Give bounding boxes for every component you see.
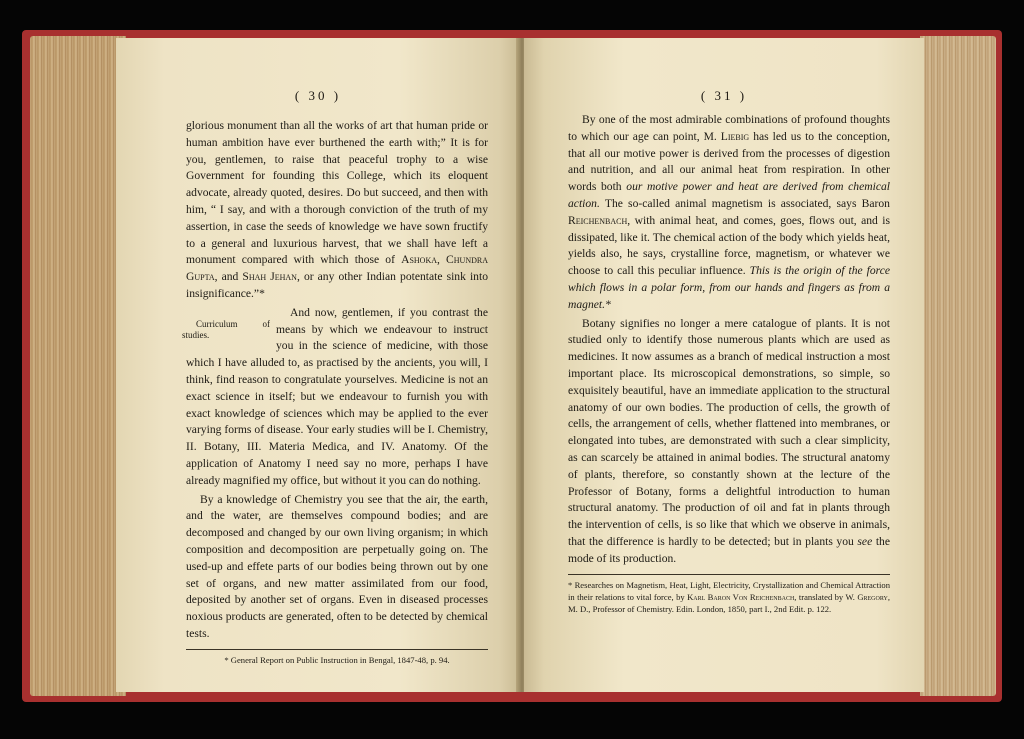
right-p2-a: Botany signifies no longer a mere catalogue of plants. It is not studied only to identify those numerous plants which are used as medicines. It now assumes as a branch of medical instruction a most important place. Its microscopical demonstrations, so simple, so exquisitely beautiful, have an immediate application to the structural anatomy of our own bodies. The production of cells, the growth of cells, the arrangement of cells, whether flattened into membranes, or elongated into tubes, are demonstrated with such a clear simplicity, as can scarcely be attained in animal bodies. The structural anatomy of plants, therefore, so constantly shown at the lecture of the Professor of Botany, forms a delightful introduction to human structural anatomy. The production of oil and fat in plants through the intervention of cells, is so like that which we observe in animals, that the difference is hardly to be detected; but in plants you	[568, 316, 890, 548]
left-p1-end: or any other Indian potentate sink into insignificance.”*	[186, 270, 488, 300]
right-p2-see: see	[857, 534, 873, 548]
footnote-right	[568, 579, 890, 615]
footnote-name-gregory: Gregory	[857, 591, 888, 602]
name-shah-jehan: Shah Jehan	[242, 270, 297, 284]
name-liebig: Liebig	[720, 129, 750, 143]
right-page	[524, 38, 924, 692]
page-number-right: ( 31 )	[700, 88, 748, 103]
page-number-left: ( 30 )	[294, 88, 342, 103]
right-p1-b: has led us to the conception, that all our motive power is derived from the processes of digestion and nutrition, and all our animal heat from respiration. In other words both	[568, 129, 890, 194]
left-paragraph-1: glorious monument than all the works of art that human pride or human ambition have ever burthened the earth with;” It is for you, gentlemen, to raise that peaceful trophy to a wise Government for founding this College, which its eloquent advocate, already quoted, desires. Do but succeed, and then with him, “ I say, and with a thorough conviction of the truth of my assertion, in case the seeds of knowledge we have sown fructify to a general and luxurious harvest, that we shall have left a monument compared with which those of Ashoka, Chundra Gupta, and Shah Jehan, or any other Indian potentate sink into insignificance.”*	[186, 119, 488, 300]
footnote-right-c: , M. D., Professor of Chemistry. Edin. London, 1850, part I., 2nd Edit. p. 122.	[568, 591, 891, 614]
footnote-rule-right	[568, 574, 890, 575]
name-chundra-gupta: Chundra Gupta	[186, 253, 488, 284]
name-reichenbach: Reichenbach	[568, 213, 628, 227]
left-page	[116, 38, 520, 692]
left-page-body	[182, 118, 488, 666]
right-p1-d: , with animal heat, and comes, goes, flows out, and is dissipated, like it. The chemical action of the body which yields heat, yields also, he says, crystalline force, magnetism, or whatever we choose to call this peculiar influence.	[568, 213, 890, 278]
right-p1-italic: our motive power and heat are derived from chemical action.	[568, 180, 890, 210]
right-p1-italic2: This is the origin of the force which flows in a polar form, from our hands and fingers as from a magnet.*	[568, 264, 890, 311]
name-ashoka: Ashoka	[401, 253, 438, 267]
right-page-body	[568, 112, 890, 615]
right-p1-a: By one of the most admirable combinations of profound thoughts to which our age can point, M.	[568, 113, 890, 143]
footnote-right-b: , translated by W.	[794, 591, 855, 602]
footnote-left: * General Report on Public Instruction in Bengal, 1847-48, p. 94.	[224, 654, 450, 665]
footnote-rule-left	[186, 649, 488, 650]
margin-note: Curriculum of studies.	[182, 318, 270, 340]
right-p1-c: The so-called animal magnetism is associated, says Baron	[604, 196, 890, 210]
left-p3-text: By a knowledge of Chemistry you see that the air, the earth, and the water, are themselves compound bodies; and are decomposed and changed by our own living organism; in which composition and decomposition are perpetually going on. The used-up and effete parts of our bodies being thrown out by one set of organs, and new matter assimilated from our food, deposited by another set of organs. Even in diseased processes noxious products are generated, often to be detected by chemical tests.	[186, 492, 488, 640]
footnote-right-a: * Researches on Magnetism, Heat, Light, Electricity, Crystallization and Chemical Attraction in their relations to vital force, by	[568, 579, 890, 602]
page-edges-right	[920, 36, 996, 696]
footnote-name-reichenbach: Karl Baron Von Reichenbach	[687, 591, 795, 602]
left-paragraph-2	[182, 305, 488, 490]
page-edges-left	[30, 36, 126, 696]
left-p1-text: glorious monument than all the works of art that human pride or human ambition have ever burthened the earth with;” It is for you, gentlemen, to raise that peaceful trophy to a wise Government for founding this College, which its eloquent advocate, already quoted, desires. Do but succeed, and then with him, “ I say, and with a thorough conviction of the truth of my assertion, in case the seeds of knowledge we have sown fructify to a general and luxurious harvest, that we shall have left a monument compared with which those of	[186, 119, 488, 267]
left-paragraph-3	[186, 492, 488, 643]
right-paragraph-2	[568, 316, 890, 568]
right-p2-b: the mode of its production.	[568, 534, 890, 565]
left-p2-text: And now, gentlemen, if you contrast the means by which we endeavour to instruct you in the science of medicine, with those which I have alluded to, as practised by the ancients, you will, I think, find reason to congratulate yourselves. Medicine is not an exact science in itself; but we endeavour to furnish you with exact knowledge of sciences which may be applied to the ever varying forms of disease. Your early studies will be I. Chemistry, II. Botany, III. Materia Medica, and IV. Anatomy. Of the application of Anatomy I need say no more, perhaps I have already magnified my office, but without it you can do nothing.	[186, 305, 488, 487]
right-paragraph-1	[568, 112, 890, 314]
